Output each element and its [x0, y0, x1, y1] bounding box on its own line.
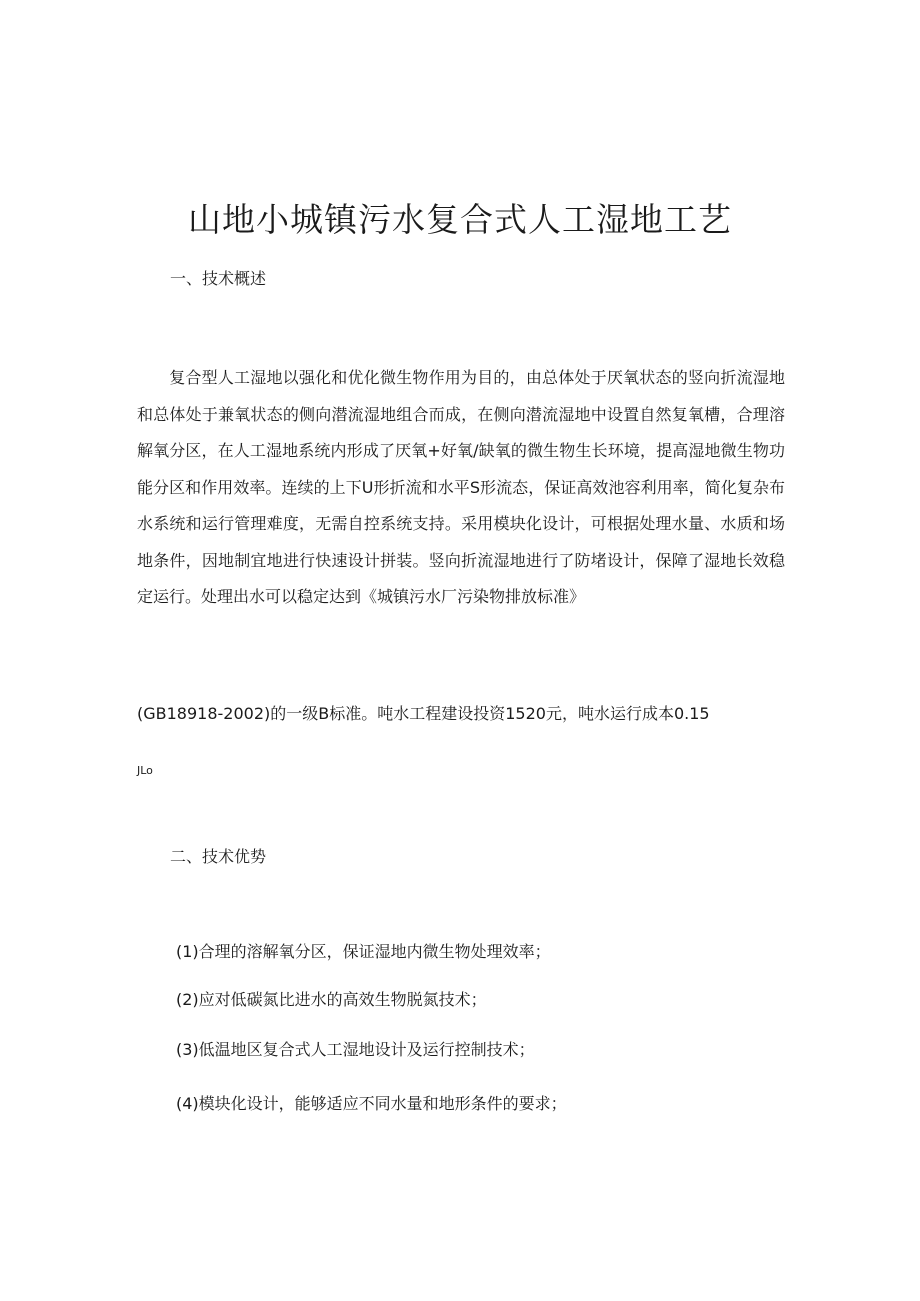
overview-paragraph-text: 复合型人工湿地以强化和优化微生物作用为目的，由总体处于厌氧状态的竖向折流湿地和总体处于兼氧状态的侧向潜流湿地组合而成，在侧向潜流湿地中设置自然复氧槽，合理溶解氧分区，在人工湿地系统内形成了厌氧+好氧/缺氧的微生物生长环境，提高湿地微生物功能分区和作用效率。连续的上下U形折流和水平S形流态，保证高效池容利用率，简化复杂布水系统和运行管理难度，无需自控系统支持。采用模块化设计，可根据处理水量、水质和场地条件，因地制宜地进行快速设计拼装。竖向折流湿地进行了防堵设计，保障了湿地长效稳定运行。处理出水可以稳定达到《城镇污水厂污染物排放标准》: [137, 368, 785, 606]
overview-paragraph: [137, 360, 785, 616]
advantage-item: (2)应对低碳氮比进水的高效生物脱氮技术；: [176, 990, 487, 1009]
document-title: 山地小城镇污水复合式人工湿地工艺: [188, 200, 732, 239]
overview-trailing-text: JLo: [137, 764, 153, 777]
overview-standard-line: (GB18918-2002)的一级B标准。吨水工程建设投资1520元，吨水运行成本0.15: [137, 704, 710, 723]
advantage-item: (4)模块化设计，能够适应不同水量和地形条件的要求；: [176, 1094, 567, 1113]
section-heading-overview: 一、技术概述: [170, 269, 267, 288]
section-heading-advantages: 二、技术优势: [170, 847, 267, 866]
advantage-item: (1)合理的溶解氧分区，保证湿地内微生物处理效率；: [176, 942, 551, 961]
advantage-item: (3)低温地区复合式人工湿地设计及运行控制技术；: [176, 1040, 535, 1059]
